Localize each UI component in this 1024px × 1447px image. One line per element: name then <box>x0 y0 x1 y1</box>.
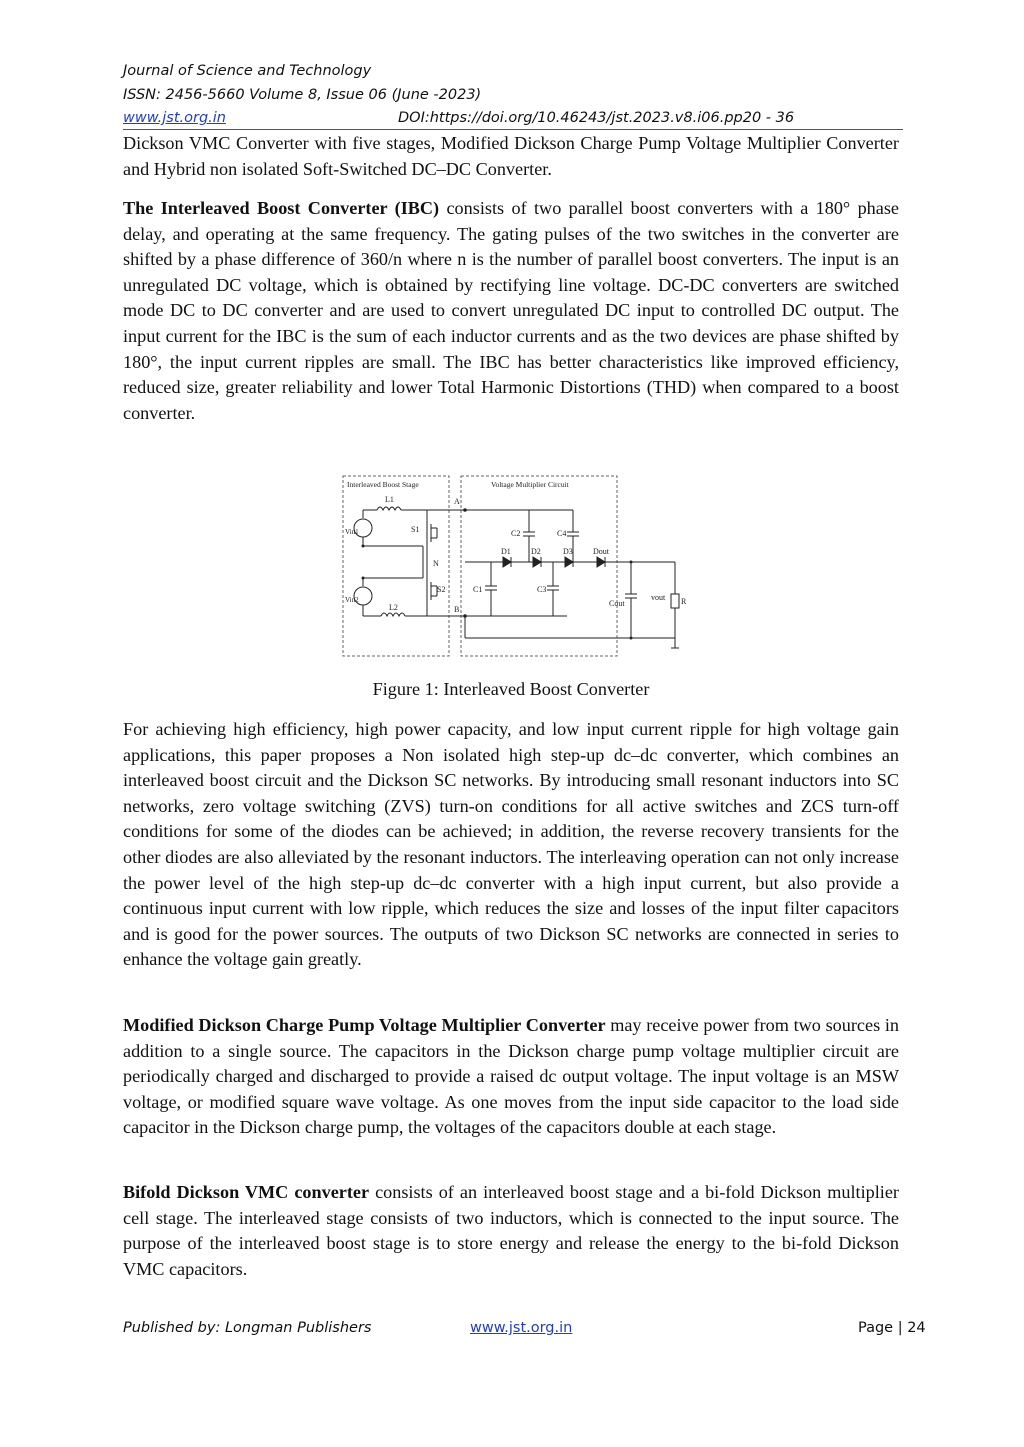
journal-name: Journal of Science and Technology <box>123 63 372 79</box>
page-number: Page | 24 <box>858 1320 926 1336</box>
bifold-term: Bifold Dickson VMC converter <box>123 1182 370 1202</box>
header-doi: DOI:https://doi.org/10.46243/jst.2023.v8.i06.pp20 - 36 <box>398 110 795 126</box>
paragraph-ibc <box>123 196 899 426</box>
label-vin2: Vin2 <box>345 596 359 604</box>
issn-line: ISSN: 2456-5660 Volume 8, Issue 06 (June -2023) <box>123 87 482 103</box>
label-d1: D1 <box>501 547 511 556</box>
diode-d1 <box>503 557 511 567</box>
paragraph-dickson-charge-pump <box>123 1013 899 1141</box>
header-website-link[interactable]: www.jst.org.in <box>123 110 227 126</box>
circuit-diagram <box>341 470 686 662</box>
label-c2: C2 <box>511 529 521 538</box>
label-d2: D2 <box>531 547 541 556</box>
paragraph-intro-continued: Dickson VMC Converter with five stages, Modified Dickson Charge Pump Voltage Multiplier Converter and Hybrid non isolated Soft-Switched DC–DC Converter. <box>123 133 899 179</box>
resistor-r <box>671 594 679 608</box>
diode-d2 <box>533 557 541 567</box>
label-l1: L1 <box>385 495 394 504</box>
label-r: R <box>681 597 686 606</box>
label-a: A <box>454 497 460 506</box>
figure-caption: Figure 1: Interleaved Boost Converter <box>372 679 650 699</box>
label-s2: S2 <box>437 585 446 594</box>
diode-dout <box>597 557 605 567</box>
ibc-description: consists of two parallel boost converters with a 180° phase delay, and operating at the same frequency. The gating pulses of the two switches in the converter are shifted by a phase difference of 360/n where n is the number of parallel boost converters. The input is an unregulated DC voltage, which is obtained by rectifying line voltage. DC-DC converters are switched mode DC to DC converter and are used to convert unregulated DC input to controlled DC output. The input current for the IBC is the sum of each inductor currents and as the two devices are phase shifted by 180°, the input current ripples are small. The IBC has better characteristics like improved efficiency, reduced size, greater reliability and lower Total Harmonic Distortions (THD) when compared to a boost converter. <box>123 198 899 423</box>
label-dout: Dout <box>593 547 609 556</box>
label-c4: C4 <box>557 529 567 538</box>
label-c3: C3 <box>537 585 547 594</box>
stage2-label: Voltage Multiplier Circuit <box>491 480 569 489</box>
label-vin1: Vin1 <box>345 528 359 536</box>
stage1-label: Interleaved Boost Stage <box>347 480 419 489</box>
dickson-description: may receive power from two sources in addition to a single source. The capacitors in the Dickson charge pump voltage multiplier circuit are periodically charged and discharged to provide a raised dc output voltage. The input voltage is an MSW voltage, or modified square wave voltage. As one moves from the input side capacitor to the load side capacitor in the Dickson charge pump, the voltages of the capacitors double at each stage. <box>123 1015 899 1138</box>
ibc-term: The Interleaved Boost Converter (IBC) <box>123 198 440 218</box>
label-c1: C1 <box>473 585 483 594</box>
label-s1: S1 <box>411 525 420 534</box>
dickson-term: Modified Dickson Charge Pump Voltage Multiplier Converter <box>123 1015 606 1035</box>
label-vout: vout <box>651 593 666 602</box>
paragraph-proposal: For achieving high efficiency, high power capacity, and low input current ripple for high voltage gain applications, this paper proposes a Non isolated high step-up dc–dc converter, which combines an interleaved boost circuit and the Dickson SC networks. By introducing small resonant inductors into SC networks, zero voltage switching (ZVS) turn-on conditions for all active switches and ZCS turn-off conditions for some of the diodes can be achieved; in addition, the reverse recovery transients for the other diodes are also alleviated by the resonant inductors. The interleaving operation can not only increase the power level of the high step-up dc–dc converter with a high input current, but also provide a continuous input current with low ripple, which reduces the size and losses of the input filter capacitors and is good for the power sources. The outputs of two Dickson SC networks are connected in series to enhance the voltage gain greatly. <box>123 719 899 970</box>
footer-publisher: Published by: Longman Publishers <box>123 1320 372 1336</box>
label-d3: D3 <box>563 547 573 556</box>
paragraph-bifold-vmc <box>123 1180 899 1282</box>
label-l2: L2 <box>389 603 398 612</box>
diode-d3 <box>565 557 573 567</box>
bifold-description: consists of an interleaved boost stage and a bi-fold Dickson multiplier cell stage. The interleaved stage consists of two inductors, which is connected to the input source. The purpose of the interleaved boost stage is to store energy and release the energy to the bi-fold Dickson VMC capacitors. <box>123 1182 899 1279</box>
inductor-l2 <box>381 613 405 616</box>
header-divider <box>123 129 903 130</box>
footer-website-link[interactable]: www.jst.org.in <box>470 1320 573 1336</box>
multiplier-stage-box <box>461 476 617 656</box>
label-cout: Cout <box>609 599 625 608</box>
label-n: N <box>433 559 439 568</box>
header-links-row <box>123 110 903 126</box>
inductor-l1 <box>377 507 401 510</box>
label-b: B <box>454 605 460 614</box>
